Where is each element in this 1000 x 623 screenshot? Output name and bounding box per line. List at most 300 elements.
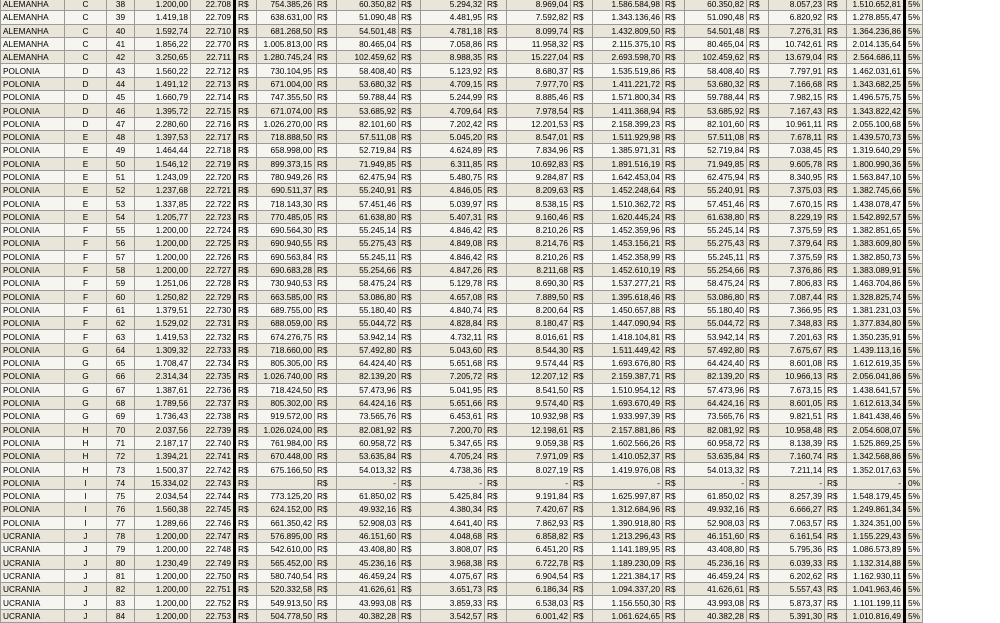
- currency-cell[interactable]: R$: [571, 117, 593, 130]
- currency-cell[interactable]: R$: [571, 396, 593, 409]
- grupo-cell[interactable]: H: [65, 436, 107, 449]
- currency-cell[interactable]: R$: [663, 144, 685, 157]
- v3b-cell[interactable]: 9.605,78: [769, 157, 825, 170]
- currency-cell[interactable]: R$: [747, 210, 769, 223]
- v1b-cell[interactable]: 46.151,60: [685, 529, 747, 542]
- currency-cell[interactable]: R$: [825, 556, 847, 569]
- currency-cell[interactable]: R$: [663, 77, 685, 90]
- currency-cell[interactable]: R$: [315, 370, 337, 383]
- grupo-cell[interactable]: D: [65, 104, 107, 117]
- valor-cell[interactable]: 1.200,00: [135, 529, 191, 542]
- preco-cell[interactable]: 690.564,30: [257, 224, 315, 237]
- v1-cell[interactable]: 64.424,16: [337, 396, 399, 409]
- currency-cell[interactable]: R$: [663, 556, 685, 569]
- currency-cell[interactable]: R$: [747, 370, 769, 383]
- currency-cell[interactable]: R$: [571, 489, 593, 502]
- currency-cell[interactable]: R$: [235, 463, 257, 476]
- preco-cell[interactable]: 671.004,00: [257, 77, 315, 90]
- currency-cell[interactable]: R$: [399, 51, 421, 64]
- currency-cell[interactable]: R$: [235, 383, 257, 396]
- v1-cell[interactable]: 54.501,48: [337, 24, 399, 37]
- currency-cell[interactable]: R$: [315, 250, 337, 263]
- v2-cell[interactable]: 5.480,75: [421, 170, 485, 183]
- total-cell[interactable]: 1.189.230,09: [593, 556, 663, 569]
- preco-cell[interactable]: 675.166,50: [257, 463, 315, 476]
- v1b-cell[interactable]: 82.081,92: [685, 423, 747, 436]
- valor-cell[interactable]: 1.395,72: [135, 104, 191, 117]
- currency-cell[interactable]: R$: [399, 330, 421, 343]
- currency-cell[interactable]: R$: [571, 277, 593, 290]
- currency-cell[interactable]: R$: [235, 24, 257, 37]
- v3b-cell[interactable]: 7.673,15: [769, 383, 825, 396]
- currency-cell[interactable]: R$: [825, 303, 847, 316]
- preco-cell[interactable]: 805.302,00: [257, 396, 315, 409]
- v3b-cell[interactable]: 7.675,67: [769, 343, 825, 356]
- currency-cell[interactable]: R$: [825, 370, 847, 383]
- seq-cell[interactable]: 68: [107, 396, 135, 409]
- valor-cell[interactable]: 1.394,21: [135, 450, 191, 463]
- v2-cell[interactable]: 7.058,86: [421, 37, 485, 50]
- v1b-cell[interactable]: 57.473,96: [685, 383, 747, 396]
- preco-cell[interactable]: 674.276,75: [257, 330, 315, 343]
- valor-cell[interactable]: 1.200,00: [135, 263, 191, 276]
- currency-cell[interactable]: R$: [571, 370, 593, 383]
- currency-cell[interactable]: R$: [485, 583, 507, 596]
- pct-cell[interactable]: 5%: [905, 489, 923, 502]
- seq-cell[interactable]: 42: [107, 51, 135, 64]
- currency-cell[interactable]: R$: [315, 130, 337, 143]
- v1b-cell[interactable]: 58.408,40: [685, 64, 747, 77]
- total-cell[interactable]: 1.418.104,81: [593, 330, 663, 343]
- totalb-cell[interactable]: 1.155.229,43: [847, 529, 905, 542]
- codigo-cell[interactable]: 22.713: [191, 77, 235, 90]
- currency-cell[interactable]: R$: [747, 396, 769, 409]
- v2-cell[interactable]: 4.828,84: [421, 317, 485, 330]
- currency-cell[interactable]: R$: [235, 0, 257, 11]
- currency-cell[interactable]: R$: [399, 357, 421, 370]
- grupo-cell[interactable]: E: [65, 130, 107, 143]
- v3b-cell[interactable]: 8.257,39: [769, 489, 825, 502]
- currency-cell[interactable]: R$: [825, 224, 847, 237]
- currency-cell[interactable]: R$: [399, 383, 421, 396]
- pct-cell[interactable]: 5%: [905, 383, 923, 396]
- pais-cell[interactable]: POLONIA: [1, 436, 65, 449]
- v3-cell[interactable]: 6.904,54: [507, 569, 571, 582]
- v3-cell[interactable]: 7.862,93: [507, 516, 571, 529]
- total-cell[interactable]: 1.571.800,34: [593, 91, 663, 104]
- valor-cell[interactable]: 1.660,79: [135, 91, 191, 104]
- currency-cell[interactable]: R$: [747, 104, 769, 117]
- preco-cell[interactable]: 773.125,20: [257, 489, 315, 502]
- currency-cell[interactable]: R$: [315, 343, 337, 356]
- preco-cell[interactable]: 747.355,50: [257, 91, 315, 104]
- v1-cell[interactable]: 55.044,72: [337, 317, 399, 330]
- seq-cell[interactable]: 53: [107, 197, 135, 210]
- currency-cell[interactable]: R$: [663, 250, 685, 263]
- v3-cell[interactable]: 8.690,30: [507, 277, 571, 290]
- currency-cell[interactable]: R$: [235, 91, 257, 104]
- total-cell[interactable]: 1.452.610,19: [593, 263, 663, 276]
- totalb-cell[interactable]: 1.342.568,86: [847, 450, 905, 463]
- currency-cell[interactable]: R$: [315, 357, 337, 370]
- valor-cell[interactable]: 1.237,68: [135, 184, 191, 197]
- v3-cell[interactable]: 8.027,19: [507, 463, 571, 476]
- v3b-cell[interactable]: 7.375,03: [769, 184, 825, 197]
- v2-cell[interactable]: 4.624,89: [421, 144, 485, 157]
- currency-cell[interactable]: R$: [663, 197, 685, 210]
- seq-cell[interactable]: 56: [107, 237, 135, 250]
- codigo-cell[interactable]: 22.731: [191, 317, 235, 330]
- currency-cell[interactable]: R$: [747, 170, 769, 183]
- seq-cell[interactable]: 38: [107, 0, 135, 11]
- pais-cell[interactable]: POLONIA: [1, 396, 65, 409]
- currency-cell[interactable]: R$: [315, 543, 337, 556]
- v3b-cell[interactable]: 7.376,86: [769, 263, 825, 276]
- currency-cell[interactable]: R$: [663, 104, 685, 117]
- currency-cell[interactable]: R$: [399, 396, 421, 409]
- currency-cell[interactable]: R$: [315, 91, 337, 104]
- v3b-cell[interactable]: 7.379,64: [769, 237, 825, 250]
- v2-cell[interactable]: 7.205,72: [421, 370, 485, 383]
- currency-cell[interactable]: R$: [235, 184, 257, 197]
- v1-cell[interactable]: 57.451,46: [337, 197, 399, 210]
- currency-cell[interactable]: R$: [235, 11, 257, 24]
- currency-cell[interactable]: R$: [315, 277, 337, 290]
- v2-cell[interactable]: 3.968,38: [421, 556, 485, 569]
- v1-cell[interactable]: 64.424,40: [337, 357, 399, 370]
- currency-cell[interactable]: R$: [571, 64, 593, 77]
- totalb-cell[interactable]: 1.525.869,25: [847, 436, 905, 449]
- grupo-cell[interactable]: F: [65, 263, 107, 276]
- pais-cell[interactable]: POLONIA: [1, 410, 65, 423]
- currency-cell[interactable]: R$: [571, 476, 593, 489]
- codigo-cell[interactable]: 22.725: [191, 237, 235, 250]
- currency-cell[interactable]: R$: [571, 51, 593, 64]
- v1b-cell[interactable]: 71.949,85: [685, 157, 747, 170]
- currency-cell[interactable]: R$: [235, 556, 257, 569]
- codigo-cell[interactable]: 22.750: [191, 569, 235, 582]
- currency-cell[interactable]: R$: [315, 569, 337, 582]
- total-cell[interactable]: 1.343.136,46: [593, 11, 663, 24]
- currency-cell[interactable]: R$: [663, 24, 685, 37]
- currency-cell[interactable]: R$: [315, 317, 337, 330]
- preco-cell[interactable]: 690.511,37: [257, 184, 315, 197]
- codigo-cell[interactable]: 22.718: [191, 144, 235, 157]
- seq-cell[interactable]: 39: [107, 11, 135, 24]
- totalb-cell[interactable]: 1.383.089,91: [847, 263, 905, 276]
- preco-cell[interactable]: [257, 476, 315, 489]
- codigo-cell[interactable]: 22.745: [191, 503, 235, 516]
- seq-cell[interactable]: 83: [107, 596, 135, 609]
- totalb-cell[interactable]: 1.439.113,16: [847, 343, 905, 356]
- valor-cell[interactable]: 1.464,44: [135, 144, 191, 157]
- totalb-cell[interactable]: 1.496.575,75: [847, 91, 905, 104]
- grupo-cell[interactable]: E: [65, 157, 107, 170]
- v3b-cell[interactable]: 10.742,61: [769, 37, 825, 50]
- pais-cell[interactable]: POLONIA: [1, 170, 65, 183]
- currency-cell[interactable]: R$: [485, 370, 507, 383]
- grupo-cell[interactable]: J: [65, 596, 107, 609]
- v1-cell[interactable]: 53.635,84: [337, 450, 399, 463]
- currency-cell[interactable]: R$: [235, 317, 257, 330]
- v2-cell[interactable]: 4.849,08: [421, 237, 485, 250]
- totalb-cell[interactable]: 1.612.613,34: [847, 396, 905, 409]
- currency-cell[interactable]: R$: [747, 450, 769, 463]
- codigo-cell[interactable]: 22.735: [191, 370, 235, 383]
- currency-cell[interactable]: R$: [825, 91, 847, 104]
- totalb-cell[interactable]: 1.381.231,03: [847, 303, 905, 316]
- currency-cell[interactable]: R$: [235, 436, 257, 449]
- v3-cell[interactable]: 7.977,70: [507, 77, 571, 90]
- currency-cell[interactable]: R$: [571, 237, 593, 250]
- v1b-cell[interactable]: 55.044,72: [685, 317, 747, 330]
- v3b-cell[interactable]: 7.797,91: [769, 64, 825, 77]
- total-cell[interactable]: 1.447.090,94: [593, 317, 663, 330]
- v3-cell[interactable]: 6.722,78: [507, 556, 571, 569]
- pais-cell[interactable]: POLONIA: [1, 330, 65, 343]
- currency-cell[interactable]: R$: [485, 436, 507, 449]
- currency-cell[interactable]: R$: [485, 476, 507, 489]
- currency-cell[interactable]: R$: [315, 450, 337, 463]
- pct-cell[interactable]: 5%: [905, 410, 923, 423]
- valor-cell[interactable]: 1.856,22: [135, 37, 191, 50]
- currency-cell[interactable]: R$: [235, 609, 257, 622]
- currency-cell[interactable]: R$: [825, 11, 847, 24]
- pct-cell[interactable]: 0%: [905, 476, 923, 489]
- currency-cell[interactable]: R$: [235, 104, 257, 117]
- pais-cell[interactable]: ALEMANHA: [1, 11, 65, 24]
- currency-cell[interactable]: R$: [485, 543, 507, 556]
- v1b-cell[interactable]: 53.685,92: [685, 104, 747, 117]
- grupo-cell[interactable]: C: [65, 0, 107, 11]
- currency-cell[interactable]: R$: [663, 224, 685, 237]
- v2-cell[interactable]: 4.048,68: [421, 529, 485, 542]
- currency-cell[interactable]: R$: [485, 0, 507, 11]
- seq-cell[interactable]: 40: [107, 24, 135, 37]
- currency-cell[interactable]: R$: [315, 224, 337, 237]
- v2-cell[interactable]: 4.380,34: [421, 503, 485, 516]
- v1b-cell[interactable]: 49.932,16: [685, 503, 747, 516]
- grupo-cell[interactable]: G: [65, 370, 107, 383]
- v3-cell[interactable]: 10.692,83: [507, 157, 571, 170]
- pct-cell[interactable]: 5%: [905, 569, 923, 582]
- currency-cell[interactable]: R$: [315, 503, 337, 516]
- currency-cell[interactable]: R$: [315, 423, 337, 436]
- currency-cell[interactable]: R$: [235, 237, 257, 250]
- currency-cell[interactable]: R$: [663, 317, 685, 330]
- valor-cell[interactable]: 1.200,00: [135, 0, 191, 11]
- currency-cell[interactable]: R$: [235, 596, 257, 609]
- v1-cell[interactable]: 71.949,85: [337, 157, 399, 170]
- currency-cell[interactable]: R$: [315, 556, 337, 569]
- pct-cell[interactable]: 5%: [905, 117, 923, 130]
- grupo-cell[interactable]: G: [65, 343, 107, 356]
- seq-cell[interactable]: 70: [107, 423, 135, 436]
- valor-cell[interactable]: 1.200,00: [135, 609, 191, 622]
- seq-cell[interactable]: 80: [107, 556, 135, 569]
- currency-cell[interactable]: R$: [571, 463, 593, 476]
- currency-cell[interactable]: R$: [747, 489, 769, 502]
- currency-cell[interactable]: R$: [663, 290, 685, 303]
- currency-cell[interactable]: R$: [663, 476, 685, 489]
- valor-cell[interactable]: 1.397,53: [135, 130, 191, 143]
- preco-cell[interactable]: 919.572,00: [257, 410, 315, 423]
- v3-cell[interactable]: 8.200,64: [507, 303, 571, 316]
- seq-cell[interactable]: 66: [107, 370, 135, 383]
- preco-cell[interactable]: 520.332,58: [257, 583, 315, 596]
- v2-cell[interactable]: 4.846,05: [421, 184, 485, 197]
- codigo-cell[interactable]: 22.747: [191, 529, 235, 542]
- seq-cell[interactable]: 57: [107, 250, 135, 263]
- currency-cell[interactable]: R$: [825, 250, 847, 263]
- currency-cell[interactable]: R$: [235, 210, 257, 223]
- pct-cell[interactable]: 5%: [905, 170, 923, 183]
- v1-cell[interactable]: 55.240,91: [337, 184, 399, 197]
- seq-cell[interactable]: 75: [107, 489, 135, 502]
- currency-cell[interactable]: R$: [315, 77, 337, 90]
- v2-cell[interactable]: 4.738,36: [421, 463, 485, 476]
- seq-cell[interactable]: 59: [107, 277, 135, 290]
- v1b-cell[interactable]: 60.350,82: [685, 0, 747, 11]
- v2-cell[interactable]: 4.846,42: [421, 250, 485, 263]
- currency-cell[interactable]: R$: [825, 117, 847, 130]
- v1b-cell[interactable]: 53.680,32: [685, 77, 747, 90]
- currency-cell[interactable]: R$: [571, 609, 593, 622]
- preco-cell[interactable]: 624.152,00: [257, 503, 315, 516]
- v2-cell[interactable]: 4.709,64: [421, 104, 485, 117]
- valor-cell[interactable]: 1.419,18: [135, 11, 191, 24]
- v1b-cell[interactable]: 53.942,14: [685, 330, 747, 343]
- seq-cell[interactable]: 43: [107, 64, 135, 77]
- currency-cell[interactable]: R$: [825, 383, 847, 396]
- v1-cell[interactable]: 41.626,61: [337, 583, 399, 596]
- currency-cell[interactable]: R$: [235, 117, 257, 130]
- currency-cell[interactable]: R$: [571, 0, 593, 11]
- pct-cell[interactable]: 5%: [905, 104, 923, 117]
- v3-cell[interactable]: 8.016,61: [507, 330, 571, 343]
- total-cell[interactable]: 1.061.624,65: [593, 609, 663, 622]
- currency-cell[interactable]: R$: [485, 556, 507, 569]
- preco-cell[interactable]: 1.280.745,24: [257, 51, 315, 64]
- currency-cell[interactable]: R$: [235, 197, 257, 210]
- pais-cell[interactable]: POLONIA: [1, 237, 65, 250]
- currency-cell[interactable]: R$: [315, 184, 337, 197]
- currency-cell[interactable]: R$: [747, 130, 769, 143]
- total-cell[interactable]: 1.511.929,98: [593, 130, 663, 143]
- currency-cell[interactable]: R$: [235, 170, 257, 183]
- grupo-cell[interactable]: D: [65, 91, 107, 104]
- currency-cell[interactable]: R$: [825, 583, 847, 596]
- totalb-cell[interactable]: 1.162.930,11: [847, 569, 905, 582]
- v2-cell[interactable]: 4.732,11: [421, 330, 485, 343]
- pct-cell[interactable]: 5%: [905, 224, 923, 237]
- currency-cell[interactable]: R$: [399, 24, 421, 37]
- codigo-cell[interactable]: 22.736: [191, 383, 235, 396]
- totalb-cell[interactable]: 1.343.822,42: [847, 104, 905, 117]
- pais-cell[interactable]: UCRANIA: [1, 609, 65, 622]
- v1-cell[interactable]: 61.638,80: [337, 210, 399, 223]
- currency-cell[interactable]: R$: [571, 197, 593, 210]
- codigo-cell[interactable]: 22.734: [191, 357, 235, 370]
- v3b-cell[interactable]: 7.366,95: [769, 303, 825, 316]
- total-cell[interactable]: 1.411.221,72: [593, 77, 663, 90]
- codigo-cell[interactable]: 22.720: [191, 170, 235, 183]
- v3-cell[interactable]: 12.201,53: [507, 117, 571, 130]
- pais-cell[interactable]: POLONIA: [1, 489, 65, 502]
- v1b-cell[interactable]: 55.254,66: [685, 263, 747, 276]
- currency-cell[interactable]: R$: [571, 516, 593, 529]
- v3-cell[interactable]: 9.191,84: [507, 489, 571, 502]
- v1-cell[interactable]: 57.492,80: [337, 343, 399, 356]
- total-cell[interactable]: 1.411.368,94: [593, 104, 663, 117]
- currency-cell[interactable]: R$: [315, 64, 337, 77]
- currency-cell[interactable]: R$: [663, 303, 685, 316]
- currency-cell[interactable]: R$: [747, 263, 769, 276]
- currency-cell[interactable]: R$: [485, 157, 507, 170]
- v1b-cell[interactable]: 73.565,76: [685, 410, 747, 423]
- currency-cell[interactable]: R$: [235, 529, 257, 542]
- currency-cell[interactable]: R$: [747, 556, 769, 569]
- v1b-cell[interactable]: 53.086,80: [685, 290, 747, 303]
- total-cell[interactable]: 1.642.453,04: [593, 170, 663, 183]
- seq-cell[interactable]: 45: [107, 91, 135, 104]
- v3-cell[interactable]: 6.451,20: [507, 543, 571, 556]
- valor-cell[interactable]: 1.250,82: [135, 290, 191, 303]
- currency-cell[interactable]: R$: [315, 476, 337, 489]
- currency-cell[interactable]: R$: [485, 197, 507, 210]
- v3b-cell[interactable]: 8.340,95: [769, 170, 825, 183]
- preco-cell[interactable]: 718.143,30: [257, 197, 315, 210]
- currency-cell[interactable]: R$: [825, 130, 847, 143]
- v1b-cell[interactable]: -: [685, 476, 747, 489]
- currency-cell[interactable]: R$: [485, 11, 507, 24]
- currency-cell[interactable]: R$: [571, 383, 593, 396]
- totalb-cell[interactable]: 1.800.990,36: [847, 157, 905, 170]
- pais-cell[interactable]: POLONIA: [1, 370, 65, 383]
- currency-cell[interactable]: R$: [571, 91, 593, 104]
- pct-cell[interactable]: 5%: [905, 91, 923, 104]
- grupo-cell[interactable]: F: [65, 277, 107, 290]
- currency-cell[interactable]: R$: [399, 529, 421, 542]
- grupo-cell[interactable]: H: [65, 450, 107, 463]
- v3-cell[interactable]: -: [507, 476, 571, 489]
- pais-cell[interactable]: POLONIA: [1, 130, 65, 143]
- currency-cell[interactable]: R$: [663, 210, 685, 223]
- pais-cell[interactable]: POLONIA: [1, 357, 65, 370]
- preco-cell[interactable]: 504.778,50: [257, 609, 315, 622]
- v2-cell[interactable]: 5.129,78: [421, 277, 485, 290]
- currency-cell[interactable]: R$: [571, 410, 593, 423]
- total-cell[interactable]: 1.510.362,72: [593, 197, 663, 210]
- currency-cell[interactable]: R$: [399, 64, 421, 77]
- preco-cell[interactable]: 770.485,05: [257, 210, 315, 223]
- v3-cell[interactable]: 8.541,50: [507, 383, 571, 396]
- totalb-cell[interactable]: 1.278.855,47: [847, 11, 905, 24]
- currency-cell[interactable]: R$: [485, 170, 507, 183]
- v1-cell[interactable]: 46.459,24: [337, 569, 399, 582]
- currency-cell[interactable]: R$: [235, 343, 257, 356]
- currency-cell[interactable]: R$: [315, 516, 337, 529]
- seq-cell[interactable]: 76: [107, 503, 135, 516]
- pais-cell[interactable]: POLONIA: [1, 317, 65, 330]
- currency-cell[interactable]: R$: [571, 144, 593, 157]
- v3-cell[interactable]: 8.099,74: [507, 24, 571, 37]
- currency-cell[interactable]: R$: [315, 170, 337, 183]
- valor-cell[interactable]: 15.334,02: [135, 476, 191, 489]
- currency-cell[interactable]: R$: [825, 476, 847, 489]
- total-cell[interactable]: 2.159.387,71: [593, 370, 663, 383]
- currency-cell[interactable]: R$: [747, 423, 769, 436]
